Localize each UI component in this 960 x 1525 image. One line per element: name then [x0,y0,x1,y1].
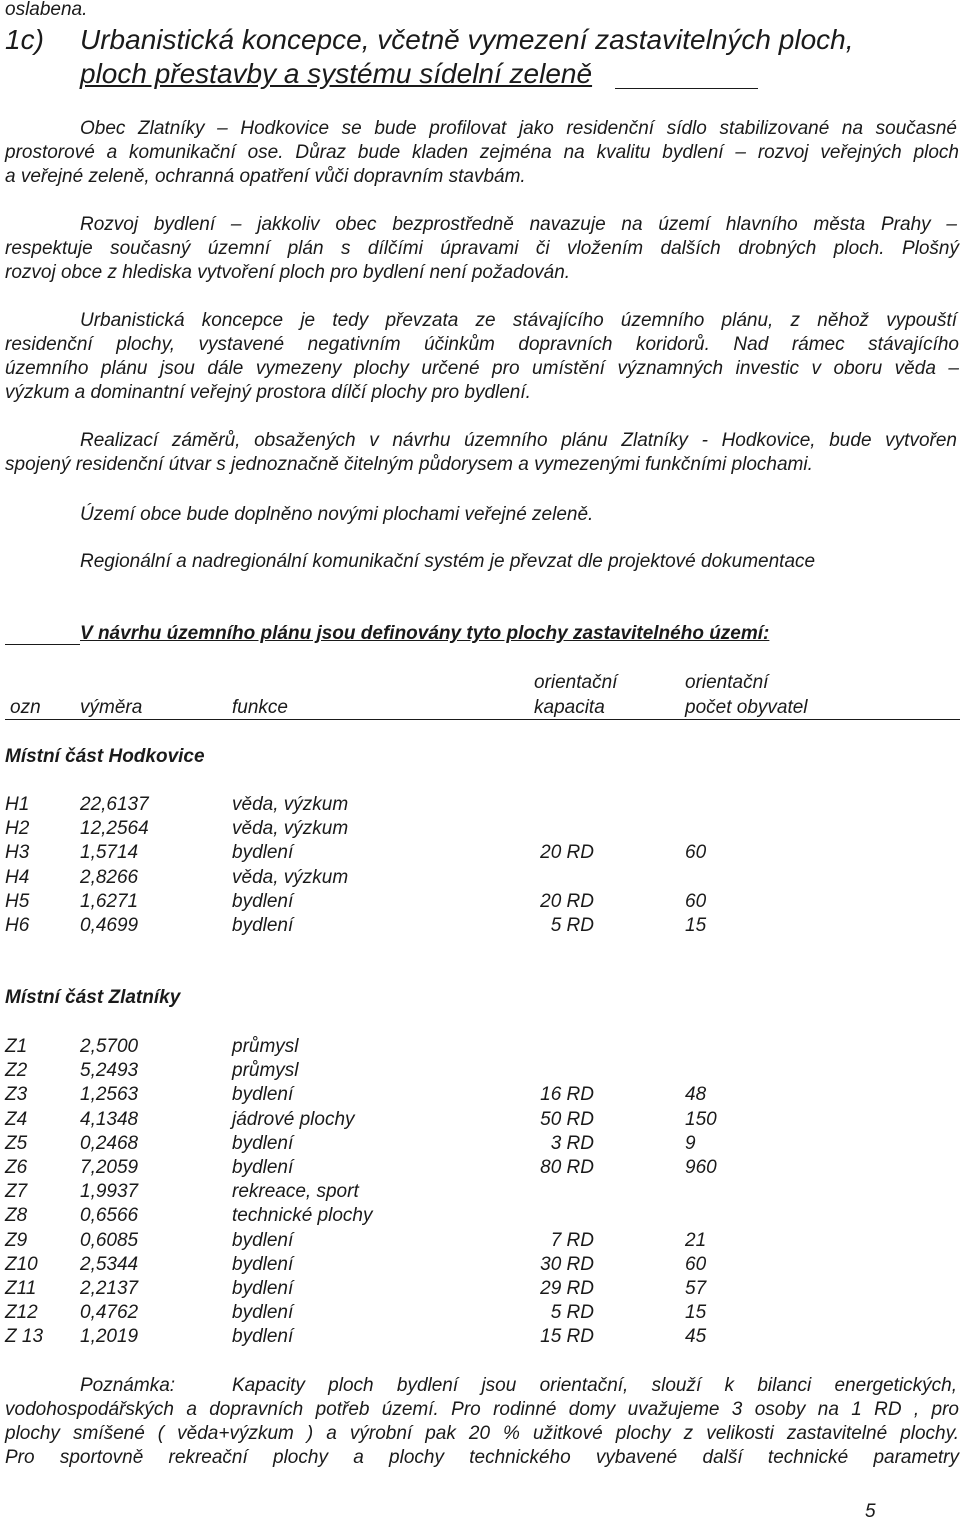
cell-funkce: bydlení [232,1326,294,1348]
cell-ozn: Z1 [5,1036,28,1057]
cell-obyvatel: 60 [685,842,707,864]
cell-funkce: průmysl [232,1060,299,1082]
table-heading: V návrhu územního plánu jsou definovány tyto plochy zastavitelného území: [80,623,770,644]
cell-kapacita: 29 RD [540,1278,594,1299]
cell-kapacita: 5 RD [550,1302,594,1324]
cell-funkce: bydlení [232,1278,294,1299]
cell-vymera: 1,5714 [80,842,139,864]
cell-ozn: Z11 [5,1278,37,1299]
cell-ozn: Z2 [5,1060,28,1082]
table-header-rule [5,719,960,720]
paragraph-3-line-1: Urbanistická koncepce je tedy převzata ze stávajícího územního plánu, z něhož vypouští [80,310,957,331]
page-number: 5 [865,1501,876,1522]
cell-kapacita: 3 RD [550,1132,594,1154]
section-title-line1: Urbanistická koncepce, včetně vymezení zastavitelných ploch, [80,24,854,55]
cell-funkce: bydlení [232,842,294,864]
cell-obyvatel: 150 [685,1108,717,1130]
cell-ozn: H6 [5,915,30,936]
cell-obyvatel: 9 [685,1132,696,1154]
paragraph-3-line-3: územního plánu jsou dále vymezeny plochy určené pro umístění významných investic v oboru věda – [5,358,959,379]
cell-vymera: 1,2019 [80,1326,139,1348]
cell-vymera: 5,2493 [80,1060,139,1082]
cell-ozn: Z8 [5,1205,28,1227]
paragraph-1-line-2: prostorové a komunikační ose. Důraz bude kladen zejména na kvalitu bydlení – rozvoj veřejných ploch [5,142,959,163]
paragraph-3-line-2: residenční plochy, vystavené negativním účinkům dopravních koridorů. Nad rámec stávajícího [5,334,959,355]
cell-ozn: H4 [5,866,30,888]
cell-vymera: 2,5344 [80,1253,139,1275]
cell-obyvatel: 15 [685,915,707,936]
cell-ozn: Z7 [5,1181,28,1203]
cell-kapacita: 7 RD [550,1229,594,1251]
cell-funkce: věda, výzkum [232,866,349,888]
paragraph-6: Regionální a nadregionální komunikační systém je převzat dle projektové dokumentace [80,551,816,572]
section-title-line2: ploch přestavby a systému sídelní zeleně [80,58,593,89]
cell-obyvatel: 60 [685,890,707,912]
header-kapacita-line2: kapacita [534,697,605,718]
cell-ozn: Z10 [5,1253,38,1275]
cell-vymera: 2,2137 [80,1278,139,1299]
group-title-hodkovice: Místní část Hodkovice [5,746,205,767]
group-title-zlatniky: Místní část Zlatníky [5,987,181,1008]
cell-kapacita: 20 RD [540,890,594,912]
cell-kapacita: 15 RD [540,1326,594,1348]
cell-funkce: bydlení [232,1253,294,1275]
cell-kapacita: 5 RD [550,915,594,936]
cell-kapacita: 80 RD [540,1157,594,1178]
cell-vymera: 0,4762 [80,1302,139,1324]
cell-vymera: 1,2563 [80,1084,139,1106]
cell-ozn: H2 [5,818,30,840]
cell-vymera: 2,5700 [80,1036,139,1057]
cell-vymera: 7,2059 [80,1157,139,1178]
cell-ozn: Z12 [5,1302,38,1324]
title-underline-extension [615,88,758,89]
cell-vymera: 0,6566 [80,1205,139,1227]
header-obyvatel-line1: orientační [685,672,769,693]
paragraph-4-line-2: spojený residenční útvar s jednoznačně čitelným půdorysem a vymezenými funkčními plochami. [5,454,813,475]
cell-vymera: 4,1348 [80,1108,139,1130]
cell-funkce: bydlení [232,1302,294,1324]
cell-vymera: 1,6271 [80,890,139,912]
cell-kapacita: 50 RD [540,1108,594,1130]
cell-obyvatel: 57 [685,1278,707,1299]
note-line-1: Kapacity ploch bydlení jsou orientační, slouží k bilanci energetických, [232,1375,957,1396]
cell-funkce: bydlení [232,890,294,912]
cell-obyvatel: 15 [685,1302,707,1324]
cell-ozn: H3 [5,842,30,864]
paragraph-2-line-1: Rozvoj bydlení – jakkoliv obec bezprostředně navazuje na území hlavního města Prahy – [80,214,957,235]
cell-ozn: Z4 [5,1108,28,1130]
cell-ozn: Z3 [5,1084,28,1106]
header-vymera: výměra [80,697,143,718]
cell-vymera: 22,6137 [80,794,149,815]
cell-funkce: bydlení [232,1229,294,1251]
paragraph-3-line-4: výzkum a dominantní veřejný prostora dílčí plochy pro bydlení. [5,382,531,403]
paragraph-5: Území obce bude doplněno novými plochami veřejné zeleně. [80,504,594,525]
cell-funkce: bydlení [232,1084,294,1106]
cell-funkce: věda, výzkum [232,818,349,840]
paragraph-1-line-3: a veřejné zeleně, ochranná opatření vůči dopravním stavbám. [5,166,526,187]
header-kapacita-line1: orientační [534,672,618,693]
cell-funkce: věda, výzkum [232,794,349,815]
cell-obyvatel: 21 [685,1229,707,1251]
cell-funkce: bydlení [232,915,294,936]
cell-vymera: 0,6085 [80,1229,139,1251]
cell-vymera: 2,8266 [80,866,139,888]
cell-vymera: 12,2564 [80,818,149,840]
cell-funkce: bydlení [232,1132,294,1154]
note-label: Poznámka: [80,1375,176,1396]
cell-funkce: jádrové plochy [232,1108,355,1130]
cell-ozn: Z5 [5,1132,28,1154]
section-number: 1c) [5,24,44,55]
cell-kapacita: 16 RD [540,1084,594,1106]
cell-obyvatel: 960 [685,1157,717,1178]
cell-obyvatel: 48 [685,1084,707,1106]
cell-ozn: H5 [5,890,30,912]
cell-ozn: Z 13 [5,1326,44,1348]
cell-funkce: bydlení [232,1157,294,1178]
cell-ozn: Z6 [5,1157,28,1178]
cell-vymera: 0,2468 [80,1132,139,1154]
cell-ozn: H1 [5,794,30,815]
cell-kapacita: 20 RD [540,842,594,864]
cell-obyvatel: 45 [685,1326,707,1348]
top-fragment: oslabena. [5,0,88,20]
cell-obyvatel: 60 [685,1253,707,1275]
cell-funkce: průmysl [232,1036,299,1057]
header-funkce: funkce [232,697,288,718]
cell-vymera: 0,4699 [80,915,139,936]
cell-funkce: rekreace, sport [232,1181,359,1203]
paragraph-2-line-2: respektuje současný územní plán s dílčími úpravami či vložením dalších drobných ploch. Plošný [5,238,959,259]
table-heading-underline-lead [5,644,80,645]
header-ozn: ozn [10,697,41,718]
note-line-3: plochy smíšené ( věda+výzkum ) a výrobní pak 20 % užitkové plochy z velikosti zastavitelné plochy. [5,1423,959,1444]
note-line-2: vodohospodářských a dopravních potřeb území. Pro rodinné domy uvažujeme 3 osoby na 1 RD , pro [5,1399,959,1420]
paragraph-4-line-1: Realizací záměrů, obsažených v návrhu územního plánu Zlatníky - Hodkovice, bude vytvořen [80,430,957,451]
paragraph-2-line-3: rozvoj obce z hlediska vytvoření ploch pro bydlení není požadován. [5,262,571,283]
header-obyvatel-line2: počet obyvatel [685,697,808,718]
note-line-4: Pro sportovně rekreační plochy a plochy technického vybavené další technické parametry [5,1447,959,1468]
cell-kapacita: 30 RD [540,1253,594,1275]
paragraph-1-line-1: Obec Zlatníky – Hodkovice se bude profilovat jako residenční sídlo stabilizované na současné [80,118,957,139]
cell-vymera: 1,9937 [80,1181,139,1203]
cell-ozn: Z9 [5,1229,28,1251]
cell-funkce: technické plochy [232,1205,373,1227]
